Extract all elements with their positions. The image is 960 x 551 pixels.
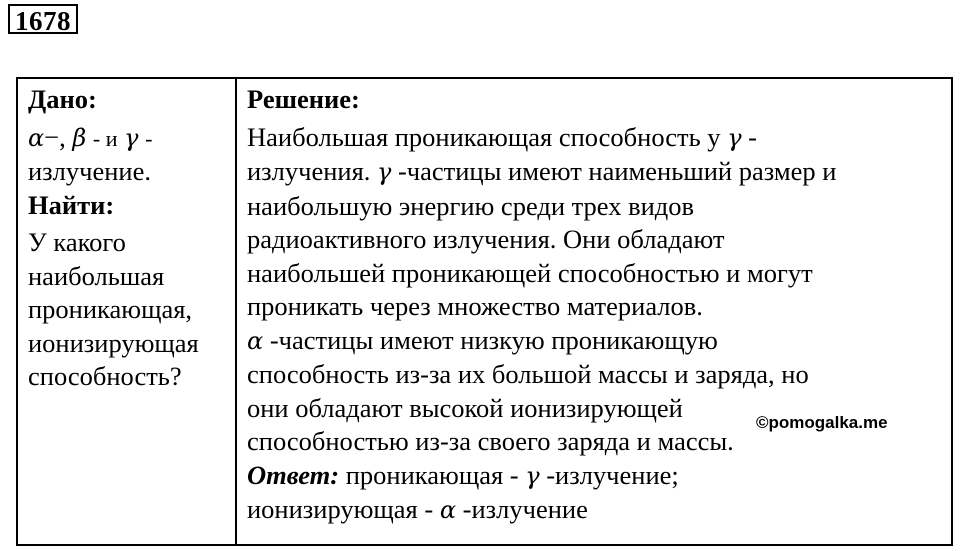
solution-line — [247, 121, 951, 156]
solution-line: наибольшую энергию среди трех видов — [247, 190, 695, 221]
solution-line: способностью из-за своего заряда и массы. — [247, 426, 734, 456]
given-heading: Дано: — [28, 84, 97, 114]
answer-line — [247, 493, 951, 528]
find-heading: Найти: — [28, 189, 115, 220]
gamma-symbol: γ — [377, 158, 392, 186]
solution-line: радиоактивного излучения. Они обладают — [247, 224, 725, 254]
gamma-symbol: γ — [727, 123, 742, 152]
question-line: ионизирующая — [28, 327, 199, 358]
text-fragment: излучения. — [247, 156, 371, 186]
solution-line: проникать через множество материалов. — [247, 291, 703, 321]
solution-column — [237, 79, 951, 544]
text-fragment: -излучение — [462, 494, 588, 524]
solution-line: наибольшей проникающей способностью и могут — [247, 257, 813, 288]
given-line-1 — [28, 121, 235, 156]
answer-label: Ответ: — [247, 459, 340, 490]
text-fragment: Наибольшая проникающая способность у — [247, 121, 721, 152]
text-fragment: проникающая - — [345, 459, 519, 490]
answer-line — [247, 459, 951, 494]
solution-heading: Решение: — [247, 84, 360, 114]
beta-symbol: β — [72, 123, 87, 152]
alpha-symbol: α — [28, 123, 45, 152]
solution-line — [247, 324, 951, 359]
problem-number: 1678 — [8, 4, 78, 34]
alpha-symbol: α — [247, 326, 264, 355]
question-line: наибольшая — [28, 260, 165, 291]
gamma-symbol: γ — [525, 461, 540, 490]
question-line: проникающая, — [28, 294, 193, 324]
text-fragment: ионизирующая - — [247, 494, 434, 524]
given-line-2: излучение. — [28, 156, 151, 186]
trailing-dash: - — [145, 125, 153, 151]
given-column — [18, 79, 237, 544]
solution-line — [247, 155, 951, 190]
solution-line: способность из-за их большой массы и заряда, но — [247, 359, 809, 389]
gamma-symbol: γ — [124, 123, 139, 152]
text-fragment: - — [748, 121, 757, 152]
solution-table — [16, 77, 953, 546]
watermark: ©pomogalka.me — [756, 413, 888, 432]
text-fragment: -излучение; — [546, 459, 679, 490]
dash-comma: −, — [44, 121, 66, 152]
and-text: - и — [92, 125, 118, 151]
solution-line: они обладают высокой ионизирующей — [247, 392, 683, 423]
alpha-symbol: α — [439, 496, 457, 524]
text-fragment: -частицы имеют наименьший размер и — [397, 156, 837, 186]
question-line: способность? — [28, 361, 182, 391]
text-fragment: -частицы имеют низкую проникающую — [269, 324, 718, 355]
question-line: У какого — [28, 227, 126, 257]
